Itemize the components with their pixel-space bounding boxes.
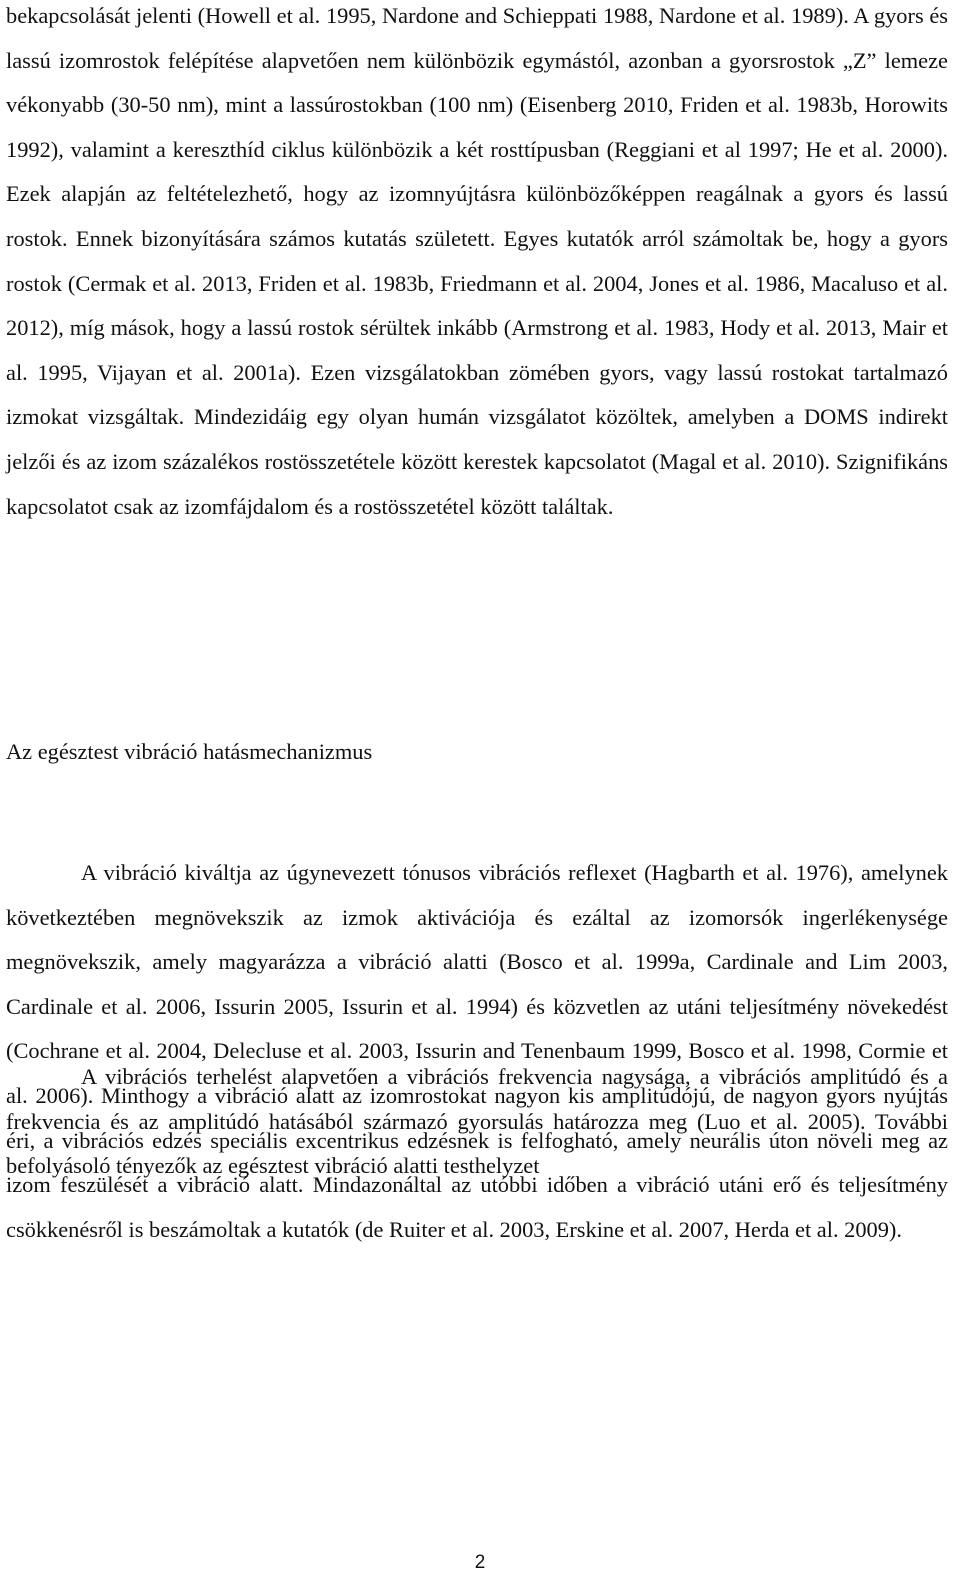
paragraph-vibration-load [6, 1055, 948, 1189]
paragraph-fiber-types [6, 0, 948, 529]
section-heading: Az egésztest vibráció hatásmechanizmus [6, 739, 373, 764]
paragraph-text: A vibrációs terhelést alapvetően a vibrációs frekvencia nagysága, a vibrációs amplitúdó és a frekvencia és az amplitúdó hatásából származó gyorsulás határozza meg (Luo et al. 2005). További befolyásoló tényezők az egésztest vibráció alatti testhelyzet [6, 1064, 948, 1179]
paragraph-text: A vibráció kiváltja az úgynevezett tónusos vibrációs reflexet (Hagbarth et al. 1976), amelynek következtében megnövekszik az izmok aktivációja és ezáltal az izomorsók ingerlékenysége megnövekszik, amely magyarázza a vibráció alatti (Bosco et al. 1999a, Cardinale and Lim 2003, Cardinale et al. 2006, Issurin 2005, Issurin et al. 1994) és közvetlen az utáni teljesítmény növekedést (Cochrane et al. 2004, Delecluse et al. 2003, Issurin and Tenenbaum 1999, Bosco et al. 1998, Cormie et al. 2006). Minthogy a vibráció alatt az izomrostokat nagyon kis amplitúdójú, de nagyon gyors nyújtás éri, a vibrációs edzés speciális excentrikus edzésnek is felfogható, amely neurális úton növeli meg az izom feszülését a vibráció alatt. Mindazonáltal az utóbbi időben a vibráció utáni erő és teljesítmény csökkenésről is beszámoltak a kutatók (de Ruiter et al. 2003, Erskine et al. 2007, Herda et al. 2009). [6, 860, 948, 1242]
paragraph-text: bekapcsolását jelenti (Howell et al. 1995, Nardone and Schieppati 1988, Nardone et al. 1989). A gyors és lassú izomrostok felépítése alapvetően nem különbözik egymástól, azonban a gyorsrostok „Z” lemeze vékonyabb (30-50 nm), mint a lassúrostokban (100 nm) (Eisenberg 2010, Friden et al. 1983b, Horowits 1992), valamint a kereszthíd ciklus különbözik a két rosttípusban (Reggiani et al 1997; He et al. 2000). Ezek alapján az feltételezhető, hogy az izomnyújtásra különbözőképpen reagálnak a gyors és lassú rostok. Ennek bizonyítására számos kutatás született. Egyes kutatók arról számoltak be, hogy a gyors rostok (Cermak et al. 2013, Friden et al. 1983b, Friedmann et al. 2004, Jones et al. 1986, Macaluso et al. 2012), míg mások, hogy a lassú rostok sérültek inkább (Armstrong et al. 1983, Hody et al. 2013, Mair et al. 1995, Vijayan et al. 2001a). Ezen vizsgálatokban zömében gyors, vagy lassú rostokat tartalmazó izmokat vizsgáltak. Mindezidáig egy olyan humán vizsgálatot közöltek, amelyben a DOMS indirekt jelzői és az izom százalékos rostösszetétele között kerestek kapcsolatot (Magal et al. 2010). Szignifikáns kapcsolatot csak az izomfájdalom és a rostösszetétel között találtak. [6, 3, 948, 519]
page-number: 2 [474, 1552, 486, 1573]
paragraph-vibration-effect [6, 851, 948, 1252]
